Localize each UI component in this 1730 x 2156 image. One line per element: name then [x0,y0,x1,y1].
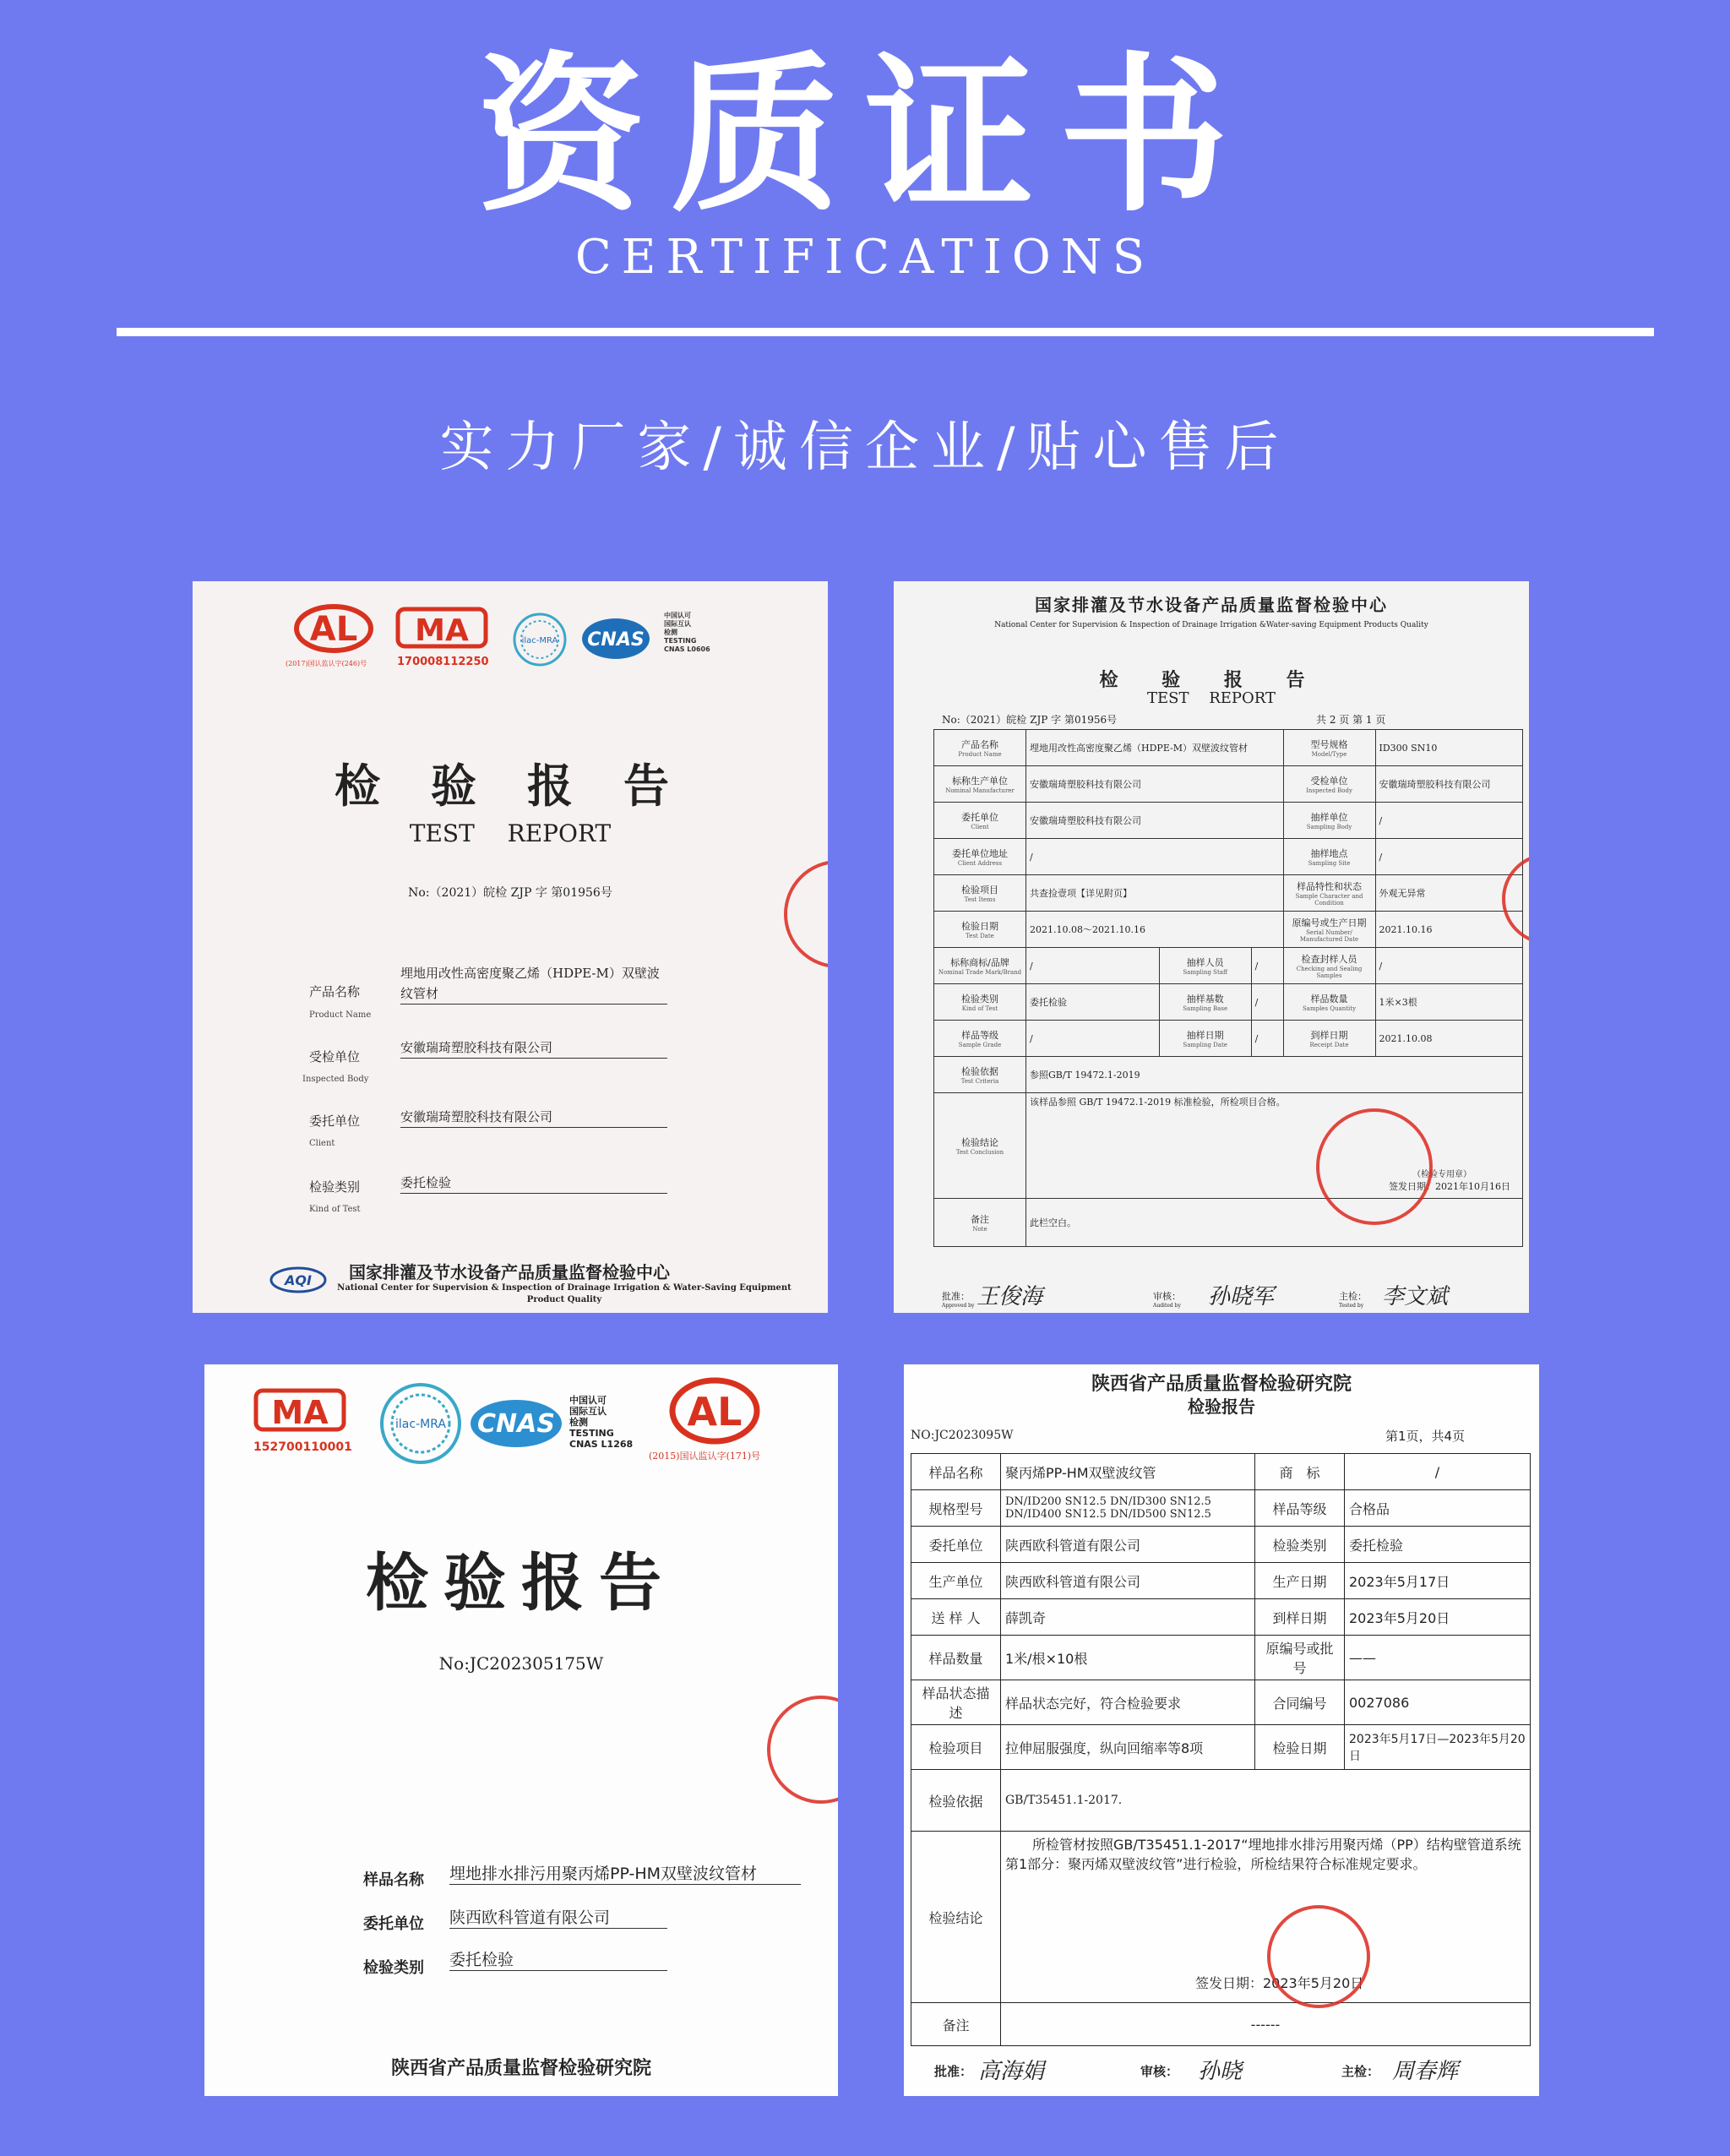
table-row: 标称生产单位 Nominal Manufacturer 安徽瑞琦塑胶科技有限公司 受检单位 Inspected Body 安徽瑞琦塑胶科技有限公司 [934,766,1523,803]
aqi-logo [269,1266,328,1294]
divider [117,328,1654,336]
tester-label-en: Tested by [1339,1303,1364,1309]
svg-text:CNAS: CNAS [477,1409,555,1439]
svg-text:MA: MA [415,613,469,648]
report-title-en: TEST REPORT [409,819,612,847]
field-value: 陕西欧科管道有限公司 [449,1905,667,1929]
auditor-label: 审核： [1153,1291,1181,1302]
footer-org: 国家排灌及节水设备产品质量监督检验中心 [349,1262,670,1282]
cal-caption: (2015)国认监认字(171)号 [649,1451,761,1462]
page-count: 第1页，共4页 [1385,1429,1466,1444]
svg-text:AL: AL [687,1389,743,1435]
field-value: 委托检验 [449,1947,667,1971]
ilac-mra-logo [512,612,568,667]
report-table [911,1453,1531,2046]
field-label: 委托单位 [309,1113,361,1129]
red-seal [1267,1905,1370,2008]
report-title-en: TEST REPORT [1146,689,1276,707]
field-value: 安徽瑞琦塑胶科技有限公司 [400,1037,667,1059]
red-seal [784,860,828,968]
cma-logo [395,607,488,651]
field-label-en: Inspected Body [302,1075,369,1084]
table-row: 产品名称 Product Name 埋地用改性高密度聚乙烯（HDPE-M）双壁波纹管材 型号规格 Model/Type ID300 SN10 [934,730,1523,766]
field-label: 样品名称 [363,1871,424,1889]
report-title: 检 验 报 告 [1099,669,1324,691]
auditor-signature: 孙晓军 [1208,1284,1275,1309]
table-row: 检验依据 GB/T35451.1-2017. [911,1770,1531,1832]
table-row: 样品数量 1米/根×10根 原编号或批号 —— [911,1636,1531,1680]
svg-text:CNAS: CNAS [587,629,645,651]
report-title: 检验报告 [335,759,720,813]
field-label-en: Client [309,1139,335,1148]
svg-text:AL: AL [309,610,358,649]
cnas-logo [468,1396,564,1451]
approver-label: 批准： [934,2064,973,2079]
field-value: 安徽瑞琦塑胶科技有限公司 [400,1107,667,1128]
table-row: 样品等级 Sample Grade / 抽样日期 Sampling Date / 到样日期 Receipt Date 2021.10.08 [934,1021,1523,1057]
table-row: 备注 ------ [911,2003,1531,2046]
report-table [933,729,1523,1247]
cal-caption: (2017)国认监认字(246)号 [286,660,367,667]
org-name: 国家排灌及节水设备产品质量监督检验中心 [1035,595,1388,615]
table-row: 检验结论 Test Conclusion 该样品参照 GB/T 19472.1-2019 标准检验，所检项目合格。 （检验专用章） 签发日期：2021年10月16日 [934,1093,1523,1199]
cal-logo [292,603,375,657]
field-label: 检验类别 [363,1959,424,1977]
report-number: NO:JC2023095W [911,1429,1014,1442]
field-value: 埋地用改性高密度聚乙烯（HDPE-M）双壁波纹管材 [400,963,667,1004]
tester-label: 主检： [1341,2064,1380,2079]
cma-number: 152700110001 [253,1440,352,1454]
report-title: 检验报告 [1188,1396,1255,1417]
table-row: 样品状态描述 样品状态完好，符合检验要求 合同编号 0027086 [911,1680,1531,1725]
field-label: 受检单位 [309,1049,361,1064]
ilac-mra-logo [378,1381,463,1466]
footer-org: 陕西省产品质量监督检验研究院 [390,2058,651,2079]
red-seal [767,1696,838,1804]
table-row: 委托单位 Client 安徽瑞琦塑胶科技有限公司 抽样单位 Sampling Body / [934,803,1523,839]
certificate-1[interactable] [193,581,828,1313]
field-label: 委托单位 [363,1915,424,1933]
table-row: 规格型号 DN/ID200 SN12.5 DN/ID300 SN12.5 DN/ID400 SN12.5 DN/ID500 SN12.5 样品等级 合格品 [911,1490,1531,1527]
page-count: 共 2 页 第 1 页 [1316,714,1386,726]
cal-logo [667,1376,762,1446]
org-name: 陕西省产品质量监督检验研究院 [1091,1374,1352,1395]
field-value: 埋地排水排污用聚丙烯PP-HM双壁波纹管材 [449,1861,801,1885]
field-label: 产品名称 [309,984,361,999]
auditor-label-en: Audited by [1153,1303,1181,1309]
tester-label: 主检： [1339,1291,1367,1302]
table-row: 委托单位 陕西欧科管道有限公司 检验类别 委托检验 [911,1527,1531,1563]
field-label: 检验类别 [309,1179,361,1195]
approver-signature: 王俊海 [977,1284,1043,1309]
footer-org-en: National Center for Supervision & Inspection of Drainage Irrigation & Water-Saving Equipment Product Quality [337,1283,792,1304]
report-number: No:（2021）皖检 ZJP 字 第01956号 [408,886,612,900]
cma-number: 170008112250 [397,656,489,668]
table-row: 检验项目 拉伸屈服强度，纵向回缩率等8项 检验日期 2023年5月17日—2023年5月20日 [911,1725,1531,1770]
report-title: 检验报告 [366,1547,677,1620]
approver-label-en: Approved by [942,1303,975,1309]
tester-signature: 周春辉 [1392,2059,1459,2084]
certificate-3[interactable] [204,1364,838,2096]
field-label-en: Product Name [309,1010,372,1020]
table-row: 备注 Note 此栏空白。 [934,1199,1523,1247]
cnas-text: 中国认可 国际互认 检测 TESTING CNAS L0606 [664,612,710,653]
red-seal [1316,1108,1433,1225]
slogan: 实力厂家/诚信企业/贴心售后 [439,416,1291,479]
table-row: 标称商标/品牌 Nominal Trade Mark/Brand / 抽样人员 Sampling Staff / 检查封样人员 Checking and Sealing Samples / [934,948,1523,984]
table-row: 送 样 人 薛凯奇 到样日期 2023年5月20日 [911,1599,1531,1636]
table-row: 检验项目 Test Items 共查捡壹项【详见附页】 样品特性和状态 Sample Character and Condition 外观无异常 [934,875,1523,912]
table-row: 检验类别 Kind of Test 委托检验 抽样基数 Sampling Base / 样品数量 Samples Quantity 1米×3根 [934,984,1523,1021]
svg-text:ilac-MRA: ilac-MRA [395,1418,446,1431]
certificate-2[interactable] [894,581,1529,1313]
cnas-logo [579,615,652,662]
field-label-en: Kind of Test [309,1205,361,1214]
field-value: 委托检验 [400,1173,667,1194]
certificate-4[interactable] [904,1364,1539,2096]
table-row: 检验结论 所检管材按照GB/T35451.1-2017“埋地排水排污用聚丙烯（PP）结构壁管道系统 第1部分：聚丙烯双壁波纹管”进行检验，所检结果符合标准规定要求。 签发日期：2023年5月20日 [911,1832,1531,2003]
auditor-signature: 孙晓 [1198,2059,1243,2084]
cma-logo [253,1388,346,1434]
svg-text:ilac-MRA: ilac-MRA [521,636,558,645]
table-row: 生产单位 陕西欧科管道有限公司 生产日期 2023年5月17日 [911,1563,1531,1599]
cnas-text: 中国认可 国际互认 检测 TESTING CNAS L1268 [569,1395,634,1450]
table-row: 检验日期 Test Date 2021.10.08～2021.10.16 原编号或生产日期 Serial Number/ Manufactured Date 2021.10.16 [934,912,1523,948]
svg-text:AQI: AQI [285,1272,312,1288]
approver-signature: 高海娟 [978,2059,1045,2084]
tester-signature: 李文斌 [1382,1284,1449,1309]
approver-label: 批准： [942,1291,970,1302]
page-title: 资质证书 [476,38,1254,235]
report-number: No:（2021）皖检 ZJP 字 第01956号 [942,714,1118,726]
org-name-en: National Center for Supervision & Inspection of Drainage Irrigation &Water-saving Equipment Products Quality [994,621,1428,629]
report-number: No:JC202305175W [438,1653,604,1674]
table-row: 样品名称 聚丙烯PP-HM双壁波纹管 商 标 / [911,1454,1531,1490]
table-row: 委托单位地址 Client Address / 抽样地点 Sampling Site / [934,839,1523,875]
table-row: 检验依据 Test Criteria 参照GB/T 19472.1-2019 [934,1057,1523,1093]
svg-text:MA: MA [271,1394,329,1431]
auditor-label: 审核： [1140,2064,1179,2079]
page-subtitle: CERTIFICATIONS [574,230,1156,285]
